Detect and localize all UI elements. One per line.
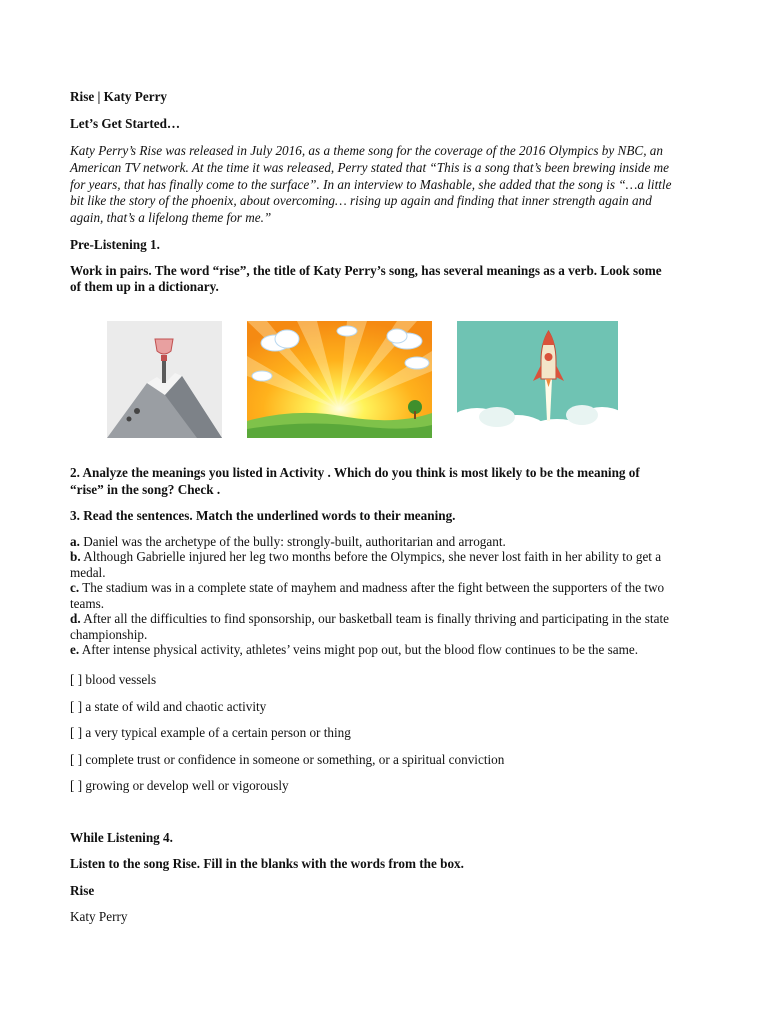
sentence-text: Daniel was the archetype of the bully: strongly-built, authoritarian and arrogant. (83, 534, 506, 549)
intro-line: again, that’s a lifelong theme for me.” (70, 210, 272, 225)
sentence-continuation: medal. (70, 565, 106, 580)
rocket-launch-image (457, 321, 618, 438)
sentence-b (70, 549, 720, 565)
sentence-c (70, 580, 720, 596)
option-checkbox-archetype[interactable]: [ ] a very typical example of a certain person or thing (70, 725, 351, 740)
option-checkbox-thriving[interactable]: [ ] growing or develop well or vigorously (70, 778, 289, 793)
sentence-continuation: championship. (70, 627, 148, 642)
sentence-d (70, 611, 720, 627)
option-checkbox-faith[interactable]: [ ] complete trust or confidence in someone or something, or a spiritual conviction (70, 752, 505, 767)
section-heading-pre-listening: Pre-Listening 1. (70, 237, 160, 252)
section-heading-get-started: Let’s Get Started… (70, 116, 181, 131)
sentence-letter: a. (70, 534, 80, 549)
intro-line: bit like the story of the phoenix, about overcoming… rising up again and finding that inner strength again and (70, 193, 652, 208)
document-title: Rise | Katy Perry (70, 89, 168, 104)
sentence-text: Although Gabrielle injured her leg two months before the Olympics, she never lost faith in her ability to get a (83, 549, 662, 564)
sentence-text: After intense physical activity, athletes’ veins might pop out, but the blood flow continues to be the same. (81, 642, 639, 657)
while-listening-instruction: Listen to the song Rise. Fill in the blanks with the words from the box. (70, 856, 464, 871)
activity3-heading: 3. Read the sentences. Match the underlined words to their meaning. (70, 508, 456, 523)
mountain-trophy-image (107, 321, 222, 438)
sentence-continuation: teams. (70, 596, 105, 611)
sentence-text: After all the difficulties to find sponsorship, our basketball team is finally thriving and participating in the state (83, 611, 669, 626)
activity2-line: 2. Analyze the meanings you listed in Activity . Which do you think is most likely to be the meaning of (70, 465, 640, 480)
instruction-line: Work in pairs. The word “rise”, the title of Katy Perry’s song, has several meanings as a verb. Look some (70, 263, 662, 278)
option-checkbox-blood-vessels[interactable]: [ ] blood vessels (70, 672, 157, 687)
sentence-letter: c. (70, 580, 80, 595)
intro-line: for years, that has finally come to the surface”. In an interview to Mashable, she added that the song is “…a little (70, 177, 672, 192)
sentence-a (70, 534, 720, 550)
sentence-letter: b. (70, 549, 81, 564)
intro-line: American TV network. At the time it was released, Perry stated that “This is a song that’s been brewing inside me (70, 160, 670, 175)
option-checkbox-mayhem[interactable]: [ ] a state of wild and chaotic activity (70, 699, 267, 714)
sentence-letter: d. (70, 611, 81, 626)
sentence-text: The stadium was in a complete state of mayhem and madness after the fight between the supporters of the two (82, 580, 665, 595)
intro-line: Katy Perry’s Rise was released in July 2016, as a theme song for the coverage of the 2016 Olympics by NBC, an (70, 143, 663, 158)
sentence-e (70, 642, 720, 658)
sunrise-landscape-image (247, 321, 432, 438)
song-title: Rise (70, 883, 95, 898)
song-artist: Katy Perry (70, 909, 128, 924)
section-heading-while-listening: While Listening 4. (70, 830, 173, 845)
activity2-line: “rise” in the song? Check . (70, 482, 221, 497)
sentence-letter: e. (70, 642, 80, 657)
instruction-line: of them up in a dictionary. (70, 279, 219, 294)
